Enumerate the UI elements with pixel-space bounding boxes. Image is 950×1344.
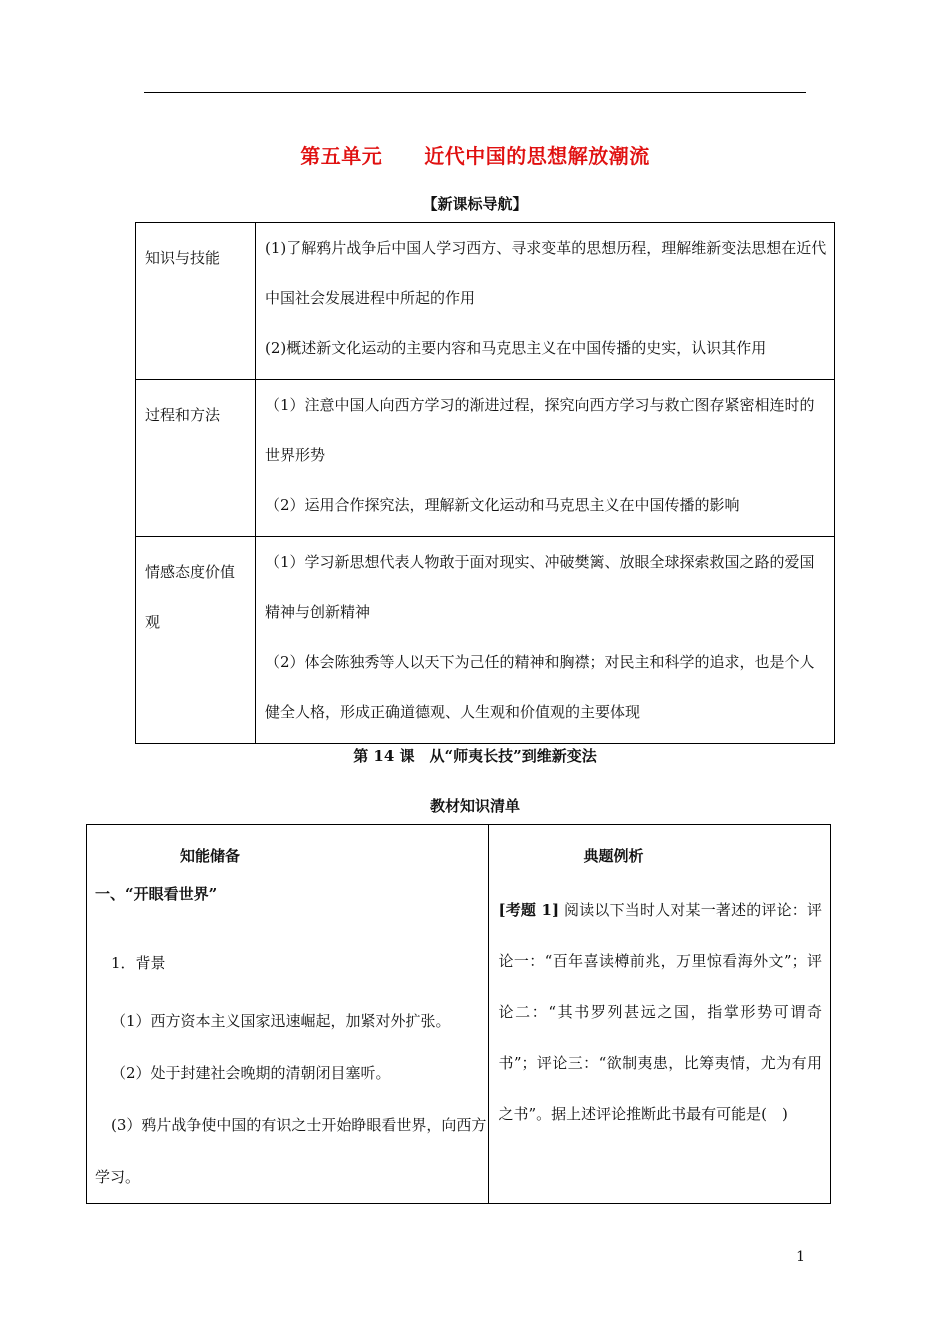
curriculum-goals-table [135, 222, 835, 744]
goal-label: 情感态度价值观 [136, 537, 256, 744]
goal-label: 过程和方法 [136, 380, 256, 537]
background-label: 1．背景 [111, 954, 166, 972]
section-heading: 一、“开眼看世界” [95, 885, 218, 903]
lesson-title: 第 14 课 从“师夷长技”到维新变法 [353, 747, 597, 765]
example-text: 阅读以下当时人对某一著述的评论：评论一：“百年喜读樽前兆，万里惊看海外文”；评论二：“其书罗列甚远之国，指掌形势可谓奇书”；评论三：“欲制夷患，比筹夷情，尤为有用之书”。据上述评论推断此书最有可能是( ) [498, 901, 822, 1123]
knowledge-list-title: 教材知识清单 [429, 797, 520, 815]
goal-row [136, 223, 835, 380]
header-rule [144, 92, 806, 93]
unit-name: 近代中国的思想解放潮流 [424, 144, 650, 168]
knowledge-row [87, 825, 831, 1204]
list-item: (3）鸦片战争使中国的有识之士开始睁眼看世界，向西方学习。 [95, 1116, 487, 1186]
goal-row [136, 380, 835, 537]
goal-label: 知识与技能 [136, 223, 256, 380]
example-question [489, 871, 830, 1140]
goal-line: (1)了解鸦片战争后中国人学习西方、寻求变革的思想历程，理解维新变法思想在近代中国社会发展进程中所起的作用 [265, 239, 827, 307]
goal-content [256, 223, 835, 380]
goal-line: （1）学习新思想代表人物敢于面对现实、冲破樊篱、放眼全球探索救国之路的爱国精神与创新精神 [265, 553, 815, 621]
knowledge-right-cell [489, 825, 831, 1204]
goal-content [256, 380, 835, 537]
goal-line: （2）体会陈独秀等人以天下为己任的精神和胸襟；对民主和科学的追求，也是个人健全人格，形成正确道德观、人生观和价值观的主要体现 [265, 653, 815, 721]
list-item: （1）西方资本主义国家迅速崛起，加紧对外扩张。 [111, 1012, 451, 1030]
goal-row [136, 537, 835, 744]
unit-title [0, 140, 950, 169]
knowledge-left-cell [87, 825, 489, 1204]
unit-number: 第五单元 [300, 144, 383, 168]
knowledge-table [86, 824, 831, 1204]
right-header: 典题例析 [583, 847, 644, 865]
nav-title: 【新课标导航】 [422, 195, 528, 213]
goal-content [256, 537, 835, 744]
example-tag: [考题 1] [498, 901, 560, 919]
list-item: （2）处于封建社会晚期的清朝闭目塞听。 [111, 1064, 391, 1082]
goal-line: （2）运用合作探究法，理解新文化运动和马克思主义在中国传播的影响 [265, 496, 740, 514]
goal-line: (2)概述新文化运动的主要内容和马克思主义在中国传播的史实，认识其作用 [265, 339, 767, 357]
goal-line: （1）注意中国人向西方学习的渐进过程，探究向西方学习与救亡图存紧密相连时的世界形势 [265, 396, 815, 464]
page-number: 1 [796, 1249, 805, 1265]
left-header: 知能储备 [180, 847, 241, 865]
